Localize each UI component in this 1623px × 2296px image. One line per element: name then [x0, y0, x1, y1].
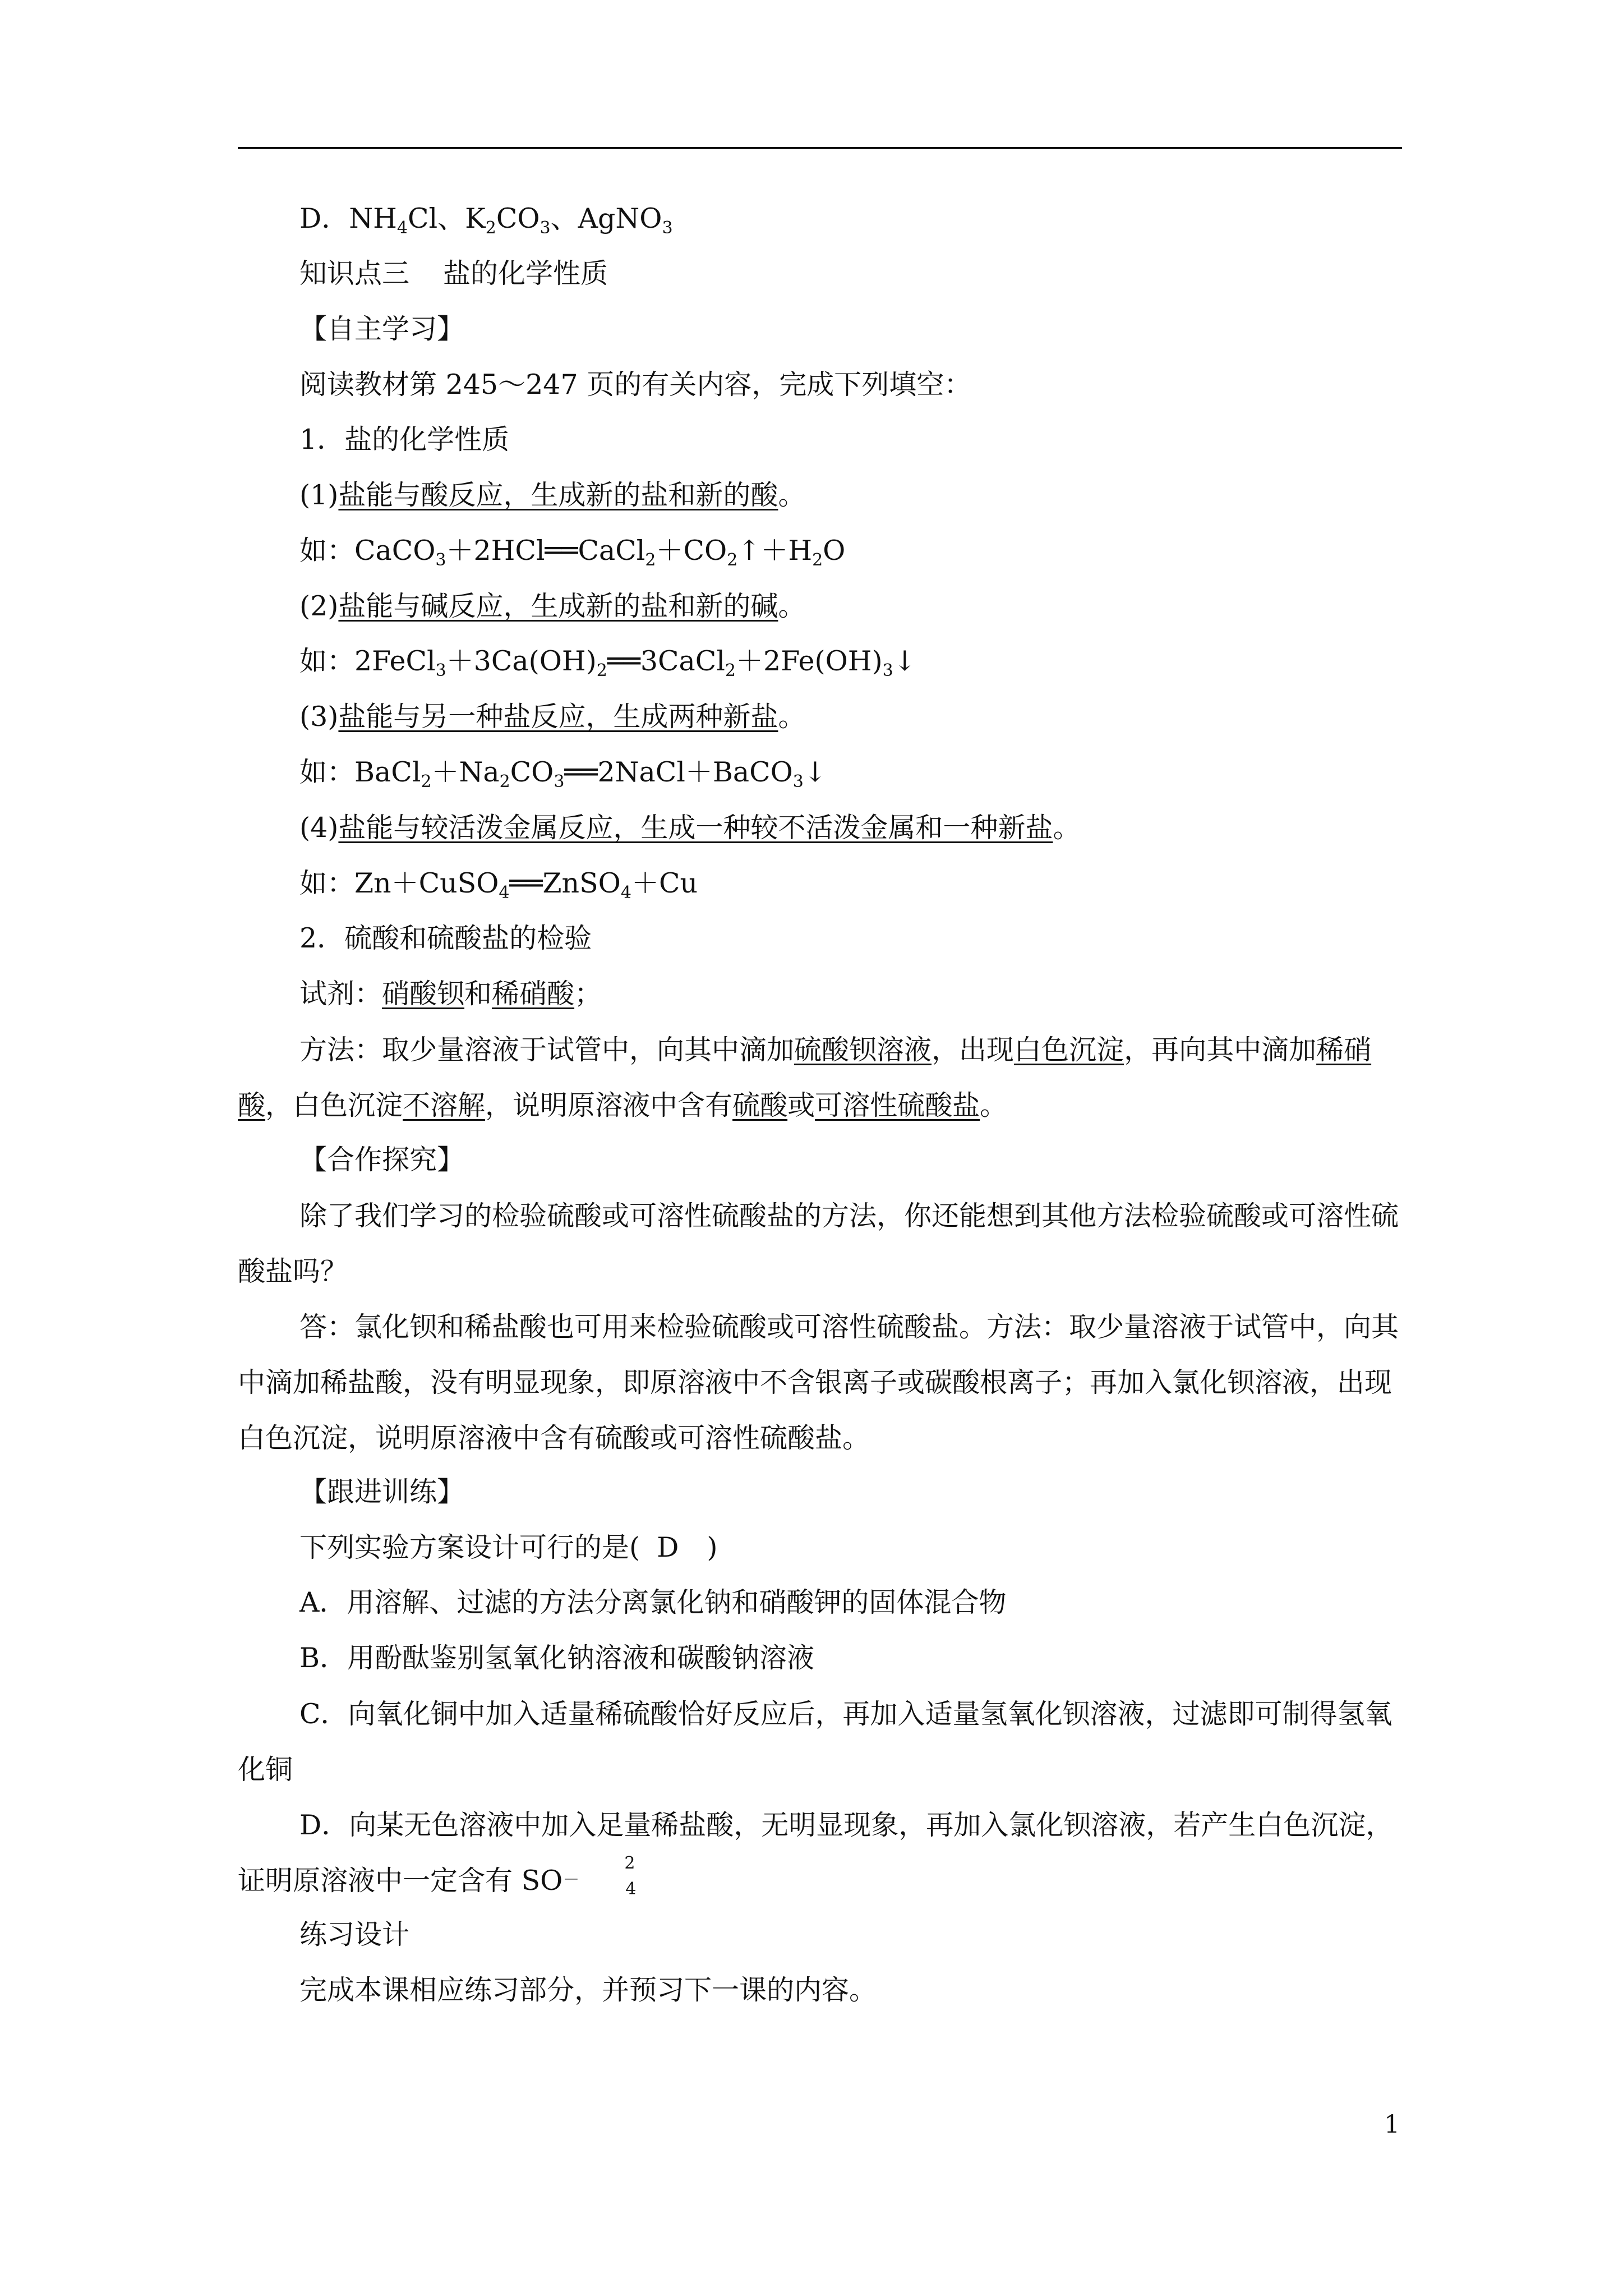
section-title: 知识点三 盐的化学性质 [299, 257, 608, 289]
practice-text: 完成本课相应练习部分，并预习下一课的内容。 [299, 1974, 877, 2006]
item2-title: 2．硫酸和硫酸盐的检验 [299, 922, 592, 954]
option-d: D．向某无色溶液中加入足量稀盐酸，无明显现象，再加入氯化钡溶液，若产生白色沉淀，证明原溶液中一定含有 SO 2－ 4 [238, 1809, 1394, 1899]
follow-question: 下列实验方案设计可行的是( D ) [299, 1531, 718, 1563]
method-paragraph: 方法：取少量溶液于试管中，向其中滴加硫酸钡溶液，出现白色沉淀，再向其中滴加稀硝酸，白色沉淀不溶解，说明原溶液中含有硫酸或可溶性硫酸盐。 [238, 1034, 1372, 1121]
reagent-line: 试剂：硝酸钡和稀硝酸； [299, 978, 602, 1010]
practice-heading: 练习设计 [299, 1918, 410, 1950]
property-3: (3)盐能与另一种盐反应，生成两种新盐。 [299, 701, 806, 733]
follow-heading: 【跟进训练】 [299, 1476, 465, 1508]
equation-2: 如：$2FeCl_3+3Ca(OH)_2══3CaCl_2+2Fe(OH)_3↓$ [299, 645, 916, 680]
cooperate-question: 除了我们学习的检验硫酸或可溶性硫酸盐的方法，你还能想到其他方法检验硫酸或可溶性硫酸盐吗？ [238, 1200, 1399, 1287]
self-study-intro: 阅读教材第 245～247 页的有关内容，完成下列填空： [299, 369, 972, 401]
cooperate-heading: 【合作探究】 [299, 1144, 465, 1176]
item1-title: 1．盐的化学性质 [299, 424, 510, 455]
property-2: (2)盐能与碱反应，生成新的盐和新的碱。 [299, 590, 806, 622]
follow-answer: D [657, 1531, 679, 1563]
option-d-previous: D．$NH_4Cl$、$K_2CO_3$、AgNO$_3$ [299, 203, 673, 238]
property-1: (1)盐能与酸反应，生成新的盐和新的酸。 [299, 479, 806, 511]
self-study-heading: 【自主学习】 [299, 313, 465, 345]
cooperate-answer: 答：氯化钡和稀盐酸也可用来检验硫酸或可溶性硫酸盐。方法：取少量溶液于试管中，向其中滴加稀盐酸，没有明显现象，即原溶液中不含银离子或碳酸根离子；再加入氯化钡溶液，出现白色沉淀，说明原溶液中含有硫酸或可溶性硫酸盐。 [238, 1311, 1399, 1454]
page-number: 1 [1384, 2110, 1400, 2139]
equation-1: 如：$CaCO_3+2HCl══CaCl_2+CO_2↑+H_2O$ [299, 535, 846, 570]
option-a: A．用溶解、过滤的方法分离氯化钠和硝酸钾的固体混合物 [299, 1586, 1007, 1618]
option-c: C．向氧化铜中加入适量稀硫酸恰好反应后，再加入适量氢氧化钡溶液，过滤即可制得氢氧化铜 [238, 1698, 1393, 1786]
equation-4: 如：Zn＋CuSO$_4$══ZnSO$_4$＋Cu [299, 867, 698, 903]
option-b: B．用酚酞鉴别氢氧化钠溶液和碳酸钠溶液 [299, 1642, 815, 1674]
header-rule [238, 147, 1402, 149]
property-4: (4)盐能与较活泼金属反应，生成一种较不活泼金属和一种新盐。 [299, 812, 1081, 844]
equation-3: 如：$BaCl_2+Na_2CO_3══2NaCl+BaCO_3↓$ [299, 756, 827, 792]
